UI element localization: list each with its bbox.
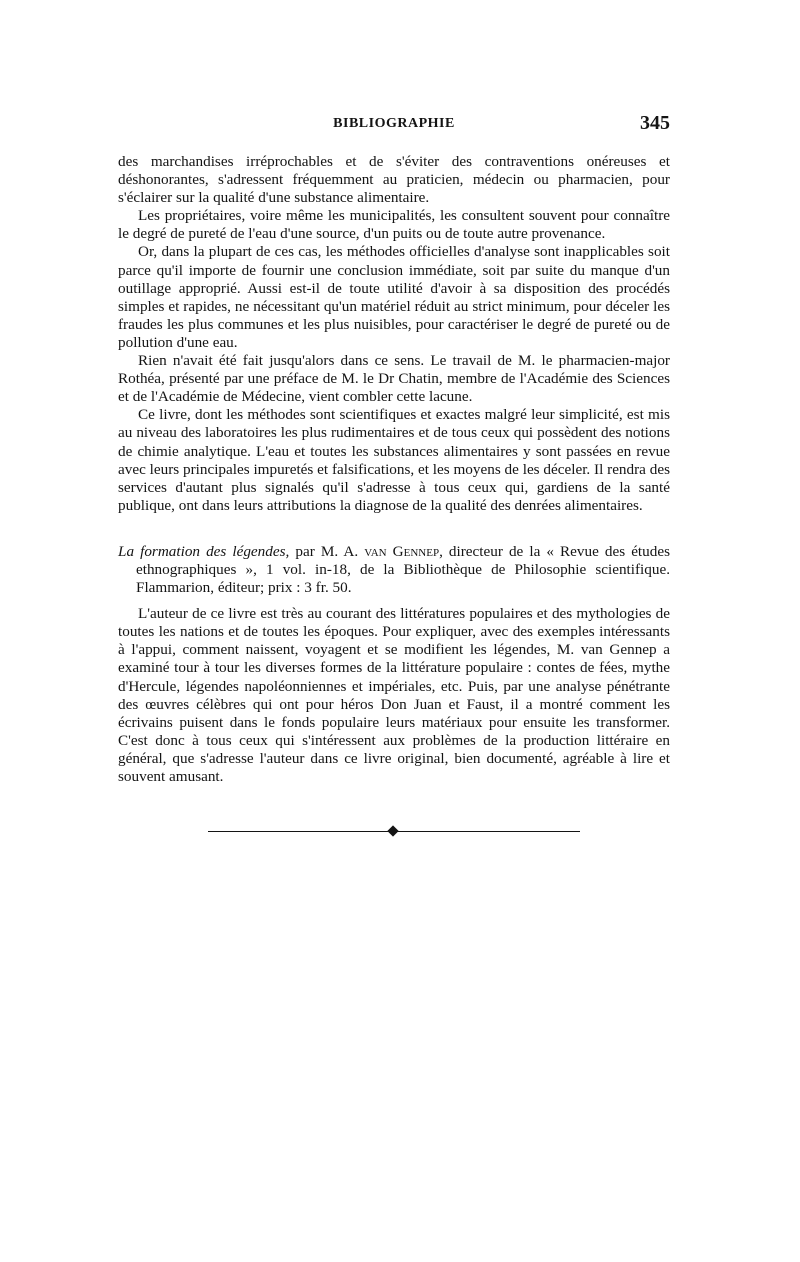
- running-header: [118, 112, 670, 136]
- running-title: BIBLIOGRAPHIE: [333, 116, 455, 131]
- book-reference: [118, 543, 670, 597]
- review-text: L'auteur de ce livre est très au courant des littératures populaires et des mythologies de toutes les nations et de toutes les époques. Pour expliquer, avec des exemples intéressants à l'appui, comment naissent, voyagent et se modifient les légendes, M. van Gennep a examiné tour à tour les diverses formes de la littérature populaire : contes de fées, mythe d'Hercule, légendes napoléonniennes et impériales, etc. Puis, par une analyse pénétrante des œuvres célèbres qui ont pour héros Don Juan et Faust, il a montré comment les écrivains puisent dans le fonds populaire leurs matériaux pour ensuite les transformer. C'est donc à tous ceux qui s'intéressent aux problèmes de la production littéraire en général, que s'adresse l'auteur dans ce livre original, bien documenté, agréable à lire et souvent amusant.: [118, 605, 670, 785]
- book-by: par M. A.: [289, 542, 365, 560]
- paragraph-5: Ce livre, dont les méthodes sont scientifiques et exactes malgré leur simplicité, est mis au niveau des laboratoires les plus rudimentaires et de tous ceux qui possèdent des notions de chimie analytique. L'eau et toutes les substances alimentaires y sont passées en revue avec leurs principales impuretés et falsifications, et les moyens de les déceler. Il rendra des services d'autant plus signalés qu'il s'adresse à tous ceux qui, gardiens de la santé publique, ont dans leurs attributions la diagnose de la qualité des denrées alimentaires.: [118, 406, 670, 514]
- paragraph-2: Les propriétaires, voire même les municipalités, les consultent souvent pour connaître le degré de pureté de l'eau d'une source, d'un puits ou de toute autre provenance.: [118, 207, 670, 243]
- book-details: , directeur de la « Revue des études ethnographiques », 1 vol. in-18, de la Bibliothèque de Philosophie scientifique. Flammarion, éditeur; prix : 3 fr. 50.: [136, 542, 670, 597]
- paragraph-4: Rien n'avait été fait jusqu'alors dans ce sens. Le travail de M. le pharmacien-major Rothéa, présenté par une préface de M. le Dr Chatin, membre de l'Académie des Sciences et de l'Académie de Médecine, vient combler cette lacune.: [118, 352, 670, 406]
- end-ornament-rule: [208, 826, 580, 838]
- page: [118, 112, 670, 838]
- book-title: La formation des légendes,: [118, 542, 290, 560]
- page-number: 345: [640, 112, 670, 134]
- article-body: [118, 153, 670, 515]
- book-author: van Gennep: [364, 542, 440, 560]
- diamond-ornament-icon: [387, 825, 398, 836]
- paragraph-1: des marchandises irréprochables et de s'éviter des contraventions onéreuses et déshonorantes, s'adressent fréquemment au praticien, médecin ou pharmacien, pour s'éclairer sur la qualité d'une substance alimentaire.: [118, 153, 670, 207]
- paragraph-3: Or, dans la plupart de ces cas, les méthodes officielles d'analyse sont inapplicables soit parce qu'il importe de fournir une conclusion immédiate, soit par suite du manque d'un outillage approprié. Aussi est-il de toute utilité d'avoir à sa disposition des procédés simples et rapides, ne nécessitant qu'un matériel réduit au strict minimum, pour déceler les fraudes les plus communes et les plus nuisibles, pour caractériser le degré de pureté ou de pollution d'une eau.: [118, 243, 670, 351]
- book-review: [118, 543, 670, 786]
